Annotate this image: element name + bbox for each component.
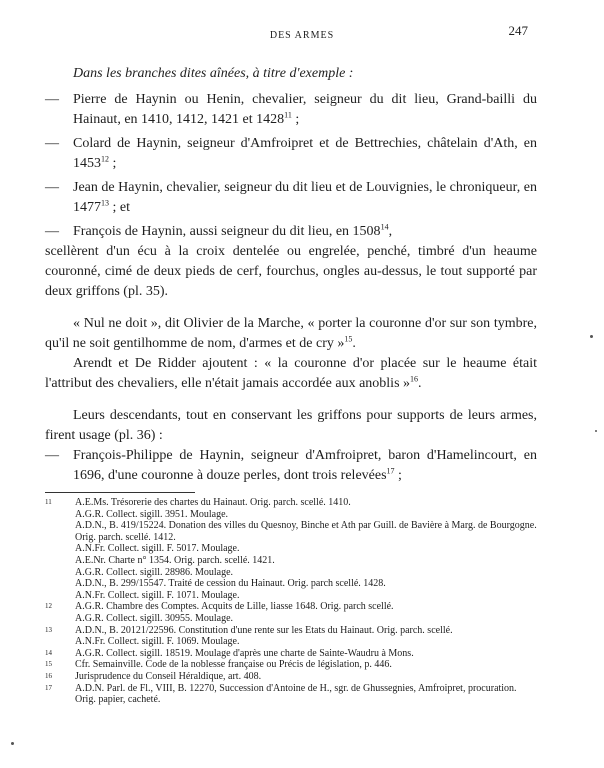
item-text: Jean de Haynin, chevalier, seigneur du dit lieu et de Louvignies, le chroniqueur, en 1477 — [73, 180, 537, 215]
footnote-ref: 12 — [101, 154, 109, 164]
dash-marker: — — [45, 448, 59, 463]
footnote — [45, 625, 537, 637]
list-item — [45, 178, 537, 218]
footnote-number: 15 — [45, 660, 52, 669]
footnote — [45, 659, 537, 671]
dash-marker: — — [45, 136, 59, 151]
item-text: François de Haynin, aussi seigneur du dit lieu, en 1508 — [73, 224, 381, 239]
list-item — [45, 222, 537, 242]
footnote — [45, 648, 537, 660]
footnote-number: 12 — [45, 602, 52, 611]
item-punct: ; — [394, 468, 402, 483]
scan-speck — [590, 335, 593, 338]
quote-punct: . — [418, 376, 422, 391]
footnote-line: A.D.N., B. 20121/22596. Constitution d'une rente sur les Etats du Hainaut. Orig. parch. scellé. — [75, 624, 453, 636]
footnote-ref: 16 — [410, 374, 419, 384]
footnotes — [45, 497, 537, 706]
list-item — [45, 446, 537, 486]
footnote — [45, 671, 537, 683]
quote-text: « Nul ne doit », dit Olivier de la Marche, « porter la couronne d'or sur son tymbre, qu'il ne soit gentilhomme de nom, d'armes et de cry » — [45, 316, 537, 351]
footnote-line: A.G.R. Collect. sigill. 3951. Moulage. — [75, 508, 229, 520]
footnote-line: A.G.R. Collect. sigill. 18519. Moulage d'après une charte de Sainte-Waudru à Mons. — [75, 647, 414, 659]
footnote-line: A.N.Fr. Collect. sigill. F. 5017. Moulage. — [75, 543, 240, 555]
footnote-line: A.G.R. Chambre des Comptes. Acquits de Lille, liasse 1648. Orig. parch scellé. — [75, 601, 394, 613]
footnote-line: Jurisprudence du Conseil Héraldique, art. 408. — [75, 670, 262, 682]
dash-marker: — — [45, 92, 59, 107]
footnote-line: A.D.N., B. 299/15547. Traité de cession du Hainaut. Orig. parch scellé. 1428. — [75, 578, 386, 590]
item-punct: ; — [109, 156, 117, 171]
footnote — [45, 601, 537, 613]
item-text: François-Philippe de Haynin, seigneur d'Amfroipret, baron d'Hamelincourt, en 1696, d'une couronne à douze perles, dont trois relevées — [73, 448, 537, 483]
running-header: DES ARMES — [269, 30, 335, 41]
page-number: 247 — [508, 23, 528, 38]
footnote-ref: 14 — [380, 222, 389, 232]
dash-marker: — — [45, 224, 59, 239]
footnote-number: 17 — [45, 683, 52, 692]
footnote-line: A.E.Nr. Charte n° 1354. Orig. parch. scellé. 1421. — [75, 554, 275, 566]
footnote-ref: 11 — [284, 110, 292, 120]
footnote-line: A.N.Fr. Collect. sigill. F. 1069. Moulage. — [75, 636, 240, 648]
footnote-ref: 15 — [344, 334, 353, 344]
scan-speck — [11, 742, 14, 745]
quote-paragraph — [45, 354, 537, 394]
footnote-line: A.G.R. Collect. sigill. 30955. Moulage. — [75, 612, 234, 624]
footnote-number: 14 — [45, 648, 52, 657]
descendants-paragraph: Leurs descendants, tout en conservant les griffons pour supports de leurs armes, firent usage (pl. 36) : — [45, 408, 537, 443]
footnote-number: 11 — [45, 498, 52, 506]
footnote-line: A.G.R. Collect. sigill. 28986. Moulage. — [75, 566, 234, 578]
footnote-divider — [45, 492, 195, 493]
list-item — [45, 90, 537, 130]
item-text: Colard de Haynin, seigneur d'Amfroipret et de Bettrechies, châtelain d'Ath, en 1453 — [73, 136, 537, 171]
footnote-line: A.N.Fr. Collect. sigill. F. 1071. Moulage. — [75, 589, 240, 601]
footnote-line: A.D.N., B. 419/15224. Donation des villes du Quesnoy, Binche et Ath par Guill. de Bavière à Marg. de Bourgogne. Orig. parch. scellé. 1412. — [75, 520, 537, 543]
footnote-line: Cfr. Semainville. Code de la noblesse française ou Précis de législation, p. 446. — [75, 659, 392, 671]
continuation-paragraph: scellèrent d'un écu à la croix dentelée ou engrelée, penché, timbré d'un heaume couronné, cimé de deux pieds de cerf, fourchus, ongles au-dessus, le tout supporté par deux griffons (pl. 35). — [45, 244, 537, 299]
footnote — [45, 497, 537, 509]
main-text — [45, 64, 537, 490]
item-text: Pierre de Haynin ou Henin, chevalier, seigneur du dit lieu, Grand-bailli du Hainaut, en 1410, 1412, 1421 et 1428 — [73, 92, 537, 127]
scan-speck — [595, 430, 597, 432]
item-punct: ; — [291, 112, 300, 127]
dash-marker: — — [45, 180, 59, 195]
footnote-ref: 17 — [386, 466, 395, 476]
quote-paragraph — [45, 314, 537, 354]
quote-punct: . — [352, 336, 356, 351]
quote-text: Arendt et De Ridder ajoutent : « la couronne d'or placée sur le heaume était l'attribut des chevaliers, elle n'était jamais accordée aux anoblis » — [45, 356, 537, 391]
footnote — [45, 683, 537, 706]
item-punct: , — [388, 224, 393, 239]
footnote-number: 16 — [45, 671, 52, 680]
footnote-line: A.E.Ms. Trésorerie des chartes du Hainaut. Orig. parch. scellé. 1410. — [75, 497, 351, 508]
list-item — [45, 134, 537, 174]
footnote-number: 13 — [45, 625, 52, 634]
footnote-line: A.D.N. Parl. de Fl., VIII, B. 12270, Succession d'Antoine de H., sgr. de Ghussegnies, Amfroipret, procuration. Orig. papier, cacheté. — [75, 682, 517, 706]
intro-line: Dans les branches dites aînées, à titre d'exemple : — [73, 66, 354, 81]
footnote-ref: 13 — [101, 198, 109, 208]
item-punct: ; et — [109, 200, 130, 215]
